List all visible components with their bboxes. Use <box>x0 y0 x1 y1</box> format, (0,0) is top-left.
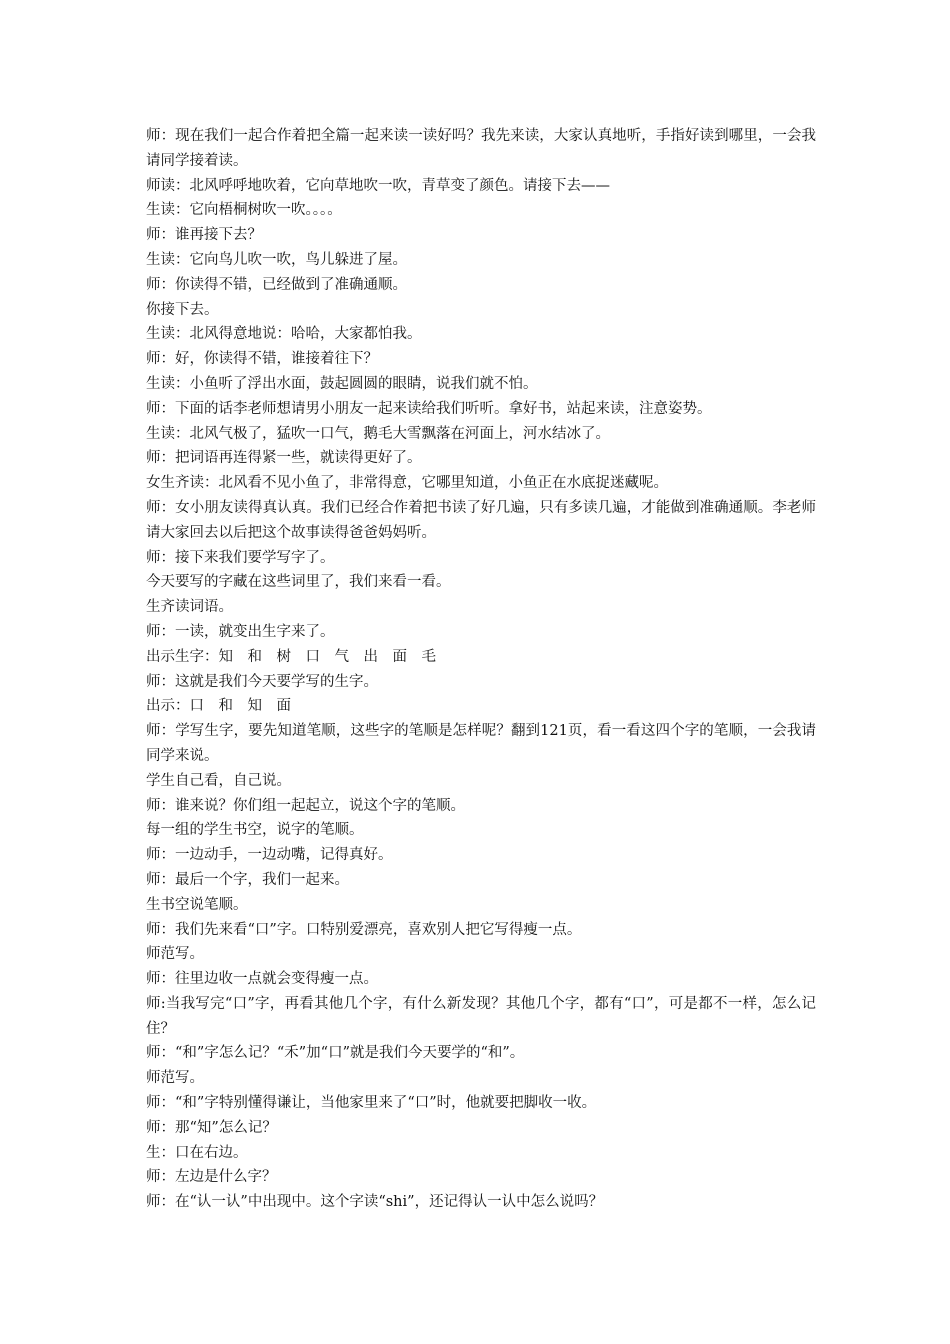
paragraph: 师:当我写完“口”字，再看其他几个字，有什么新发现？其他几个字，都有“口”，可是都不一样，怎么记住？ <box>146 995 816 1037</box>
paragraph: 师范写。 <box>146 1070 204 1087</box>
paragraph: 师：一边动手，一边动嘴，记得真好。 <box>146 847 393 864</box>
paragraph: 师：“和”字特别懂得谦让，当他家里来了“口”时，他就要把脚收一收。 <box>146 1095 597 1112</box>
paragraph: 生读：北风气极了，猛吹一口气，鹅毛大雪飘落在河面上，河水结冰了。 <box>146 425 610 442</box>
paragraph: 今天要写的字藏在这些词里了，我们来看一看。 <box>146 574 451 591</box>
paragraph: 师：一读，就变出生字来了。 <box>146 623 335 640</box>
paragraph: 师：“和”字怎么记？“禾”加“口”就是我们今天要学的“和”。 <box>146 1045 525 1062</box>
paragraph: 生书空说笔顺。 <box>146 896 248 913</box>
paragraph: 师：学写生字，要先知道笔顺，这些字的笔顺是怎样呢？翻到121页，看一看这四个字的笔顺，一会我请同学来说。 <box>146 723 816 764</box>
paragraph: 师：好，你读得不错，谁接着往下？ <box>146 351 378 368</box>
paragraph: 师：谁来说？你们组一起起立，说这个字的笔顺。 <box>146 797 465 814</box>
paragraph: 师范写。 <box>146 946 204 963</box>
paragraph: 师：左边是什么字？ <box>146 1169 277 1186</box>
paragraph: 师读：北风呼呼地吹着，它向草地吹一吹，青草变了颜色。请接下去—— <box>146 177 610 194</box>
paragraph: 每一组的学生书空，说字的笔顺。 <box>146 822 364 839</box>
paragraph: 师：你读得不错，已经做到了准确通顺。 <box>146 276 407 293</box>
paragraph: 学生自己看，自己说。 <box>146 772 291 789</box>
paragraph: 师：下面的话李老师想请男小朋友一起来读给我们听听。拿好书，站起来读，注意姿势。 <box>146 400 712 417</box>
paragraph: 师：这就是我们今天要学写的生字。 <box>146 673 378 690</box>
paragraph: 师：女小朋友读得真认真。我们已经合作着把书读了好几遍，只有多读几遍，才能做到准确通顺。李老师请大家回去以后把这个故事读得爸爸妈妈听。 <box>146 499 816 541</box>
paragraph: 师：把词语再连得紧一些，就读得更好了。 <box>146 450 422 467</box>
paragraph: 生齐读词语。 <box>146 599 233 616</box>
paragraph: 生读：它向鸟儿吹一吹，鸟儿躲进了屋。 <box>146 251 407 268</box>
paragraph: 生读：北风得意地说：哈哈，大家都怕我。 <box>146 326 422 343</box>
paragraph: 师：最后一个字，我们一起来。 <box>146 871 349 888</box>
paragraph: 师：在“认一认”中出现中。这个字读“shi”，还记得认一认中怎么说吗？ <box>146 1194 604 1211</box>
paragraph: 师：接下来我们要学写字了。 <box>146 549 335 566</box>
paragraph: 师：往里边收一点就会变得瘦一点。 <box>146 971 378 988</box>
paragraph: 出示生字：知 和 树 口 气 出 面 毛 <box>146 648 436 665</box>
paragraph: 师：谁再接下去？ <box>146 227 262 244</box>
paragraph: 生读：小鱼听了浮出水面，鼓起圆圆的眼睛，说我们就不怕。 <box>146 375 538 392</box>
paragraph: 生：口在右边。 <box>146 1144 248 1161</box>
paragraph: 生读：它向梧桐树吹一吹。。。。 <box>146 202 342 219</box>
paragraph: 出示：口 和 知 面 <box>146 698 291 715</box>
document-page <box>146 124 816 1215</box>
paragraph: 师：我们先来看“口”字。口特别爱漂亮，喜欢别人把它写得瘦一点。 <box>146 921 582 938</box>
paragraph: 师：那“知”怎么记？ <box>146 1119 277 1136</box>
paragraph: 女生齐读：北风看不见小鱼了，非常得意，它哪里知道，小鱼正在水底捉迷藏呢。 <box>146 475 668 492</box>
paragraph: 师：现在我们一起合作着把全篇一起来读一读好吗？我先来读，大家认真地听，手指好读到哪里，一会我请同学接着读。 <box>146 128 816 169</box>
paragraph: 你接下去。 <box>146 301 219 318</box>
